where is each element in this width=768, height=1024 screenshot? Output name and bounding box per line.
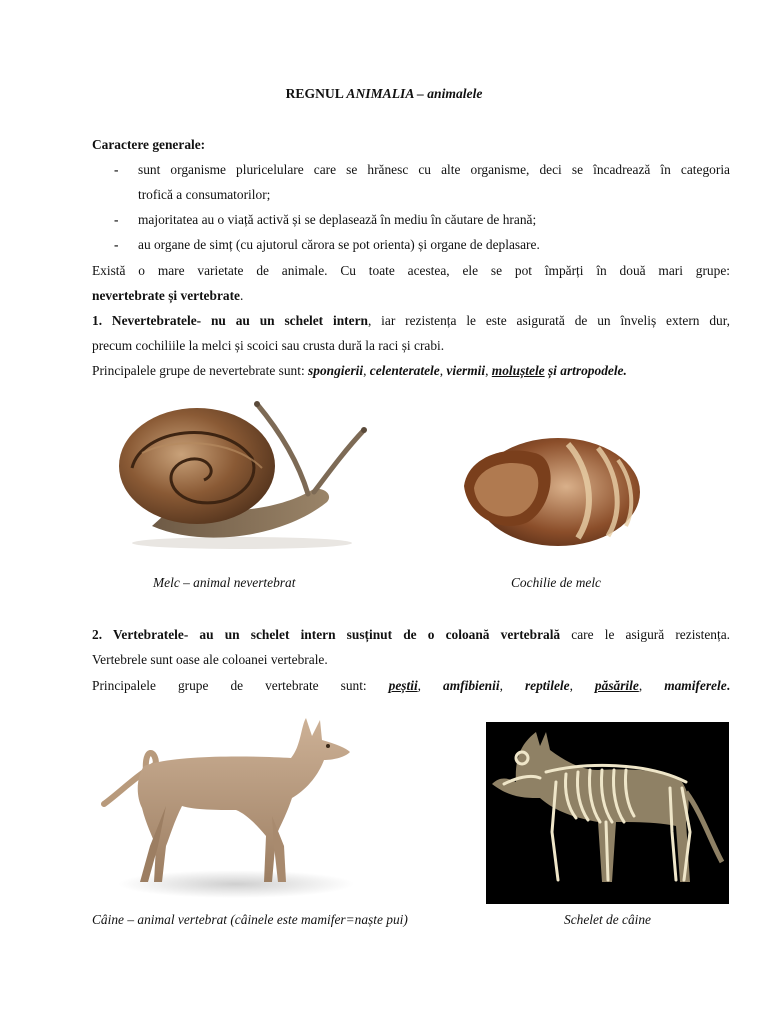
snail-caption: Melc – animal nevertebrat [153,575,296,590]
bullet-continuation: trofică a consumatorilor; [138,187,271,202]
page-title: REGNUL ANIMALIA – animalele [285,86,483,101]
bullet-item: - majoritatea au o viață activă și se deplasează în mediu în căutare de hrană; [114,212,537,227]
intro-line: Există o mare varietate de animale. Cu toate acestea, ele se pot împărți în două mari grupe: [92,263,730,278]
vertebrates-definition: 2. Vertebratele- au un schelet intern susținut de o coloană vertebrală care le asigură rezistența. [92,627,730,642]
vertebrates-explanation: Vertebrele sunt oase ale coloanei vertebrale. [92,652,328,667]
dog-image [96,706,358,900]
intro-groups: nevertebrate și vertebrate. [92,288,244,303]
dog-skeleton-image [486,722,729,904]
snail-image [112,398,372,550]
dog-caption: Câine – animal vertebrat (câinele este mamifer=naște pui) [92,912,408,927]
vertebrates-groups: Principalele grupe de vertebrate sunt: peștii, amfibienii, reptilele, păsările, mamiferele. [92,678,731,693]
invertebrates-definition: 1. Nevertebratele- nu au un schelet intern, iar rezistența le este asigurată de un înveliș extern dur, [92,313,730,328]
skeleton-caption: Schelet de câine [564,912,651,927]
general-heading: Caractere generale: [92,137,206,152]
invertebrates-examples: precum cochiliile la melci și scoici sau crusta dură la raci și crabi. [92,338,445,353]
bullet-item: - sunt organisme pluricelulare care se hrănesc cu alte organisme, deci se încadrează în categoria [114,162,730,177]
shell-caption: Cochilie de melc [511,575,601,590]
snail-shell-image [458,426,644,550]
invertebrates-groups: Principalele grupe de nevertebrate sunt: spongierii, celenteratele, viermii, moluștele și artropodele. [92,363,627,378]
bullet-item: - au organe de simț (cu ajutorul cărora se pot orienta) și organe de deplasare. [114,237,540,252]
